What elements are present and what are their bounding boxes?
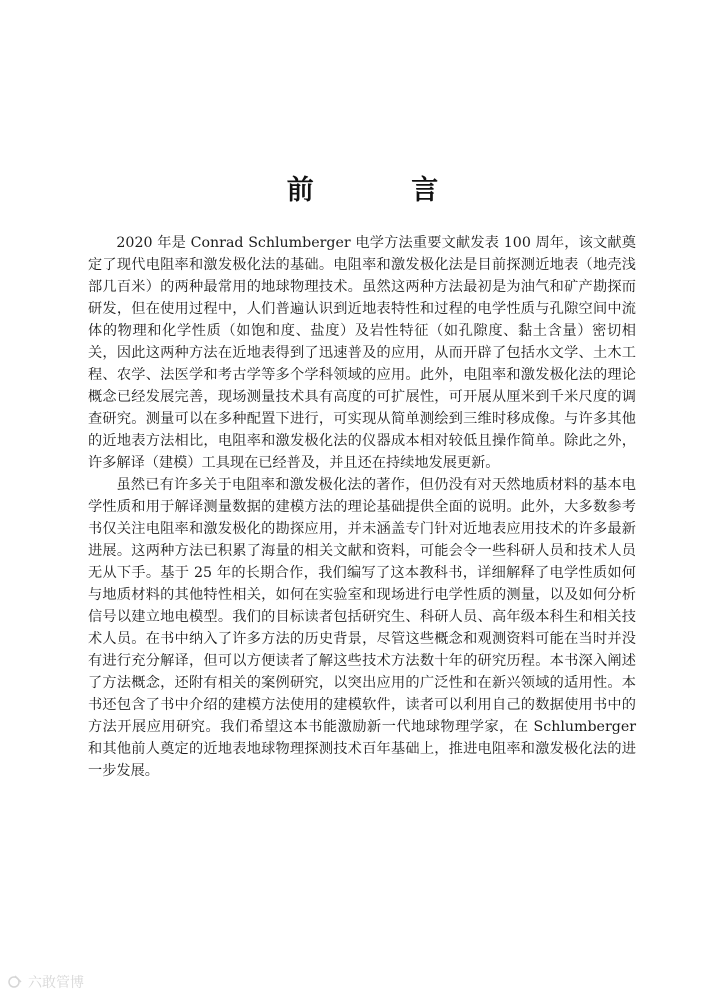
paragraph-2: 虽然已有许多关于电阻率和激发极化法的著作，但仍没有对天然地质材料的基本电学性质和用于解译测量数据的建模方法的理论基础提供全面的说明。此外，大多数参考书仅关注电阻率和激发极化的勘探应用，并未涵盖专门针对近地表应用技术的许多最新进展。这两种方法已积累了海量的相关文献和资料，可能会令一些科研人员和技术人员无从下手。基于 25 年的长期合作，我们编写了这本教科书，详细解释了电学性质如何与地质材料的其他特性相关，如何在实验室和现场进行电学性质的测量，以及如何分析信号以建立地电模型。我们的目标读者包括研究生、科研人员、高年级本科生和相关技术人员。在书中纳入了许多方法的历史背景，尽管这些概念和观测资料可能在当时并没有进行充分解译，但可以方便读者了解这些技术方法数十年的研究历程。本书深入阐述了方法概念，还附有相关的案例研究，以突出应用的广泛性和在新兴领域的适用性。本书还包含了书中介绍的建模方法使用的建模软件，读者可以利用自己的数据使用书中的方法开展应用研究。我们希望这本书能激励新一代地球物理学家，在 Schlumberger 和其他前人奠定的近地表地球物理探测技术百年基础上，推进电阻率和激发极化法的进一步发展。 — [88, 477, 636, 779]
logo-mark-icon — [6, 974, 24, 990]
document-body — [88, 232, 636, 782]
watermark-text: 六敢管博 — [28, 975, 84, 991]
watermark — [6, 972, 84, 992]
paragraph-1: 2020 年是 Conrad Schlumberger 电学方法重要文献发表 100 周年，该文献奠定了现代电阻率和激发极化法的基础。电阻率和激发极化法是目前探测近地表（地壳浅部几百米）的两种最常用的地球物理技术。虽然这两种方法最初是为油气和矿产勘探而研发，但在使用过程中，人们普遍认识到近地表特性和过程的电学性质与孔隙空间中流体的物理和化学性质（如饱和度、盐度）及岩性特征（如孔隙度、黏土含量）密切相关，因此这两种方法在近地表得到了迅速普及的应用，从而开辟了包括水文学、土木工程、农学、法医学和考古学等多个学科领域的应用。此外，电阻率和激发极化法的理论概念已经发展完善，现场测量技术具有高度的可扩展性，可开展从厘米到千米尺度的调查研究。测量可以在多种配置下进行，可实现从简单测绘到三维时移成像。与许多其他的近地表方法相比，电阻率和激发极化法的仪器成本相对较低且操作简单。除此之外，许多解译（建模）工具现在已经普及，并且还在持续地发展更新。 — [88, 235, 636, 471]
page-title: 前 言 — [286, 175, 483, 206]
